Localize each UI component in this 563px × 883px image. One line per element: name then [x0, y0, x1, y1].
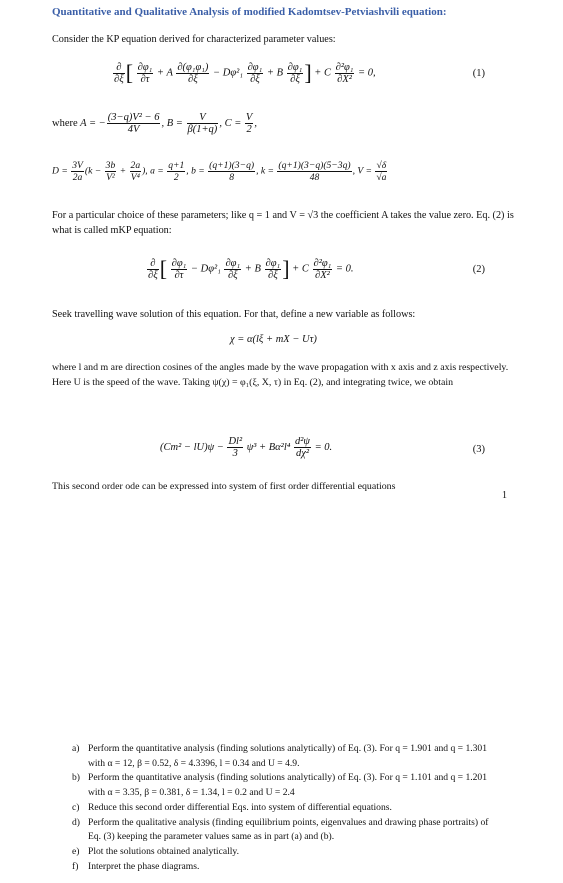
task-item — [72, 801, 500, 816]
task-label: e) — [72, 845, 80, 857]
equation-2: $\frac{\partial}{\partial\xi}$ [ $\frac{\text{∂φ₁}}{\partial\tau}$ − Dφ²₁ $\frac{\text{∂φ₁}}{\partial\xi}$ + B $\frac{\text{∂φ₁}}{\partial\xi}$ ] + C $\frac{\text{∂²φ₁}}{\text{∂X²}}$ = 0. — [148, 256, 354, 281]
page-number: 1 — [502, 490, 507, 501]
task-list — [72, 742, 500, 874]
task-label: c) — [72, 801, 80, 813]
equation-1-number: (1) — [472, 68, 485, 79]
task-text: Perform the qualitative analysis (finding equilibrium points, eigenvalues and drawing phase portraits) of Eq. (3) keeping the parameter values same as in part (a) and (b). — [88, 816, 489, 843]
task-label: f) — [72, 860, 79, 872]
direction-cosines-paragraph: where l and m are direction cosines of the angles made by the wave propagation with x axis and z axis respectively. Here U is the speed of the wave. Taking ψ(χ) = φ₁(ξ, X, τ) in Eq. (2), and integrating twice, we obtain — [52, 362, 509, 388]
task-text: Perform the quantitative analysis (finding solutions analytically) of Eq. (3). For q = 1.901 and q = 1.301 with α = 12, β = 0.52, δ = 4.3396, l = 0.34 and U = 4.9. — [88, 743, 488, 769]
task-item — [72, 742, 500, 771]
task-item — [72, 860, 500, 875]
task-label: a) — [72, 743, 80, 754]
task-text: Perform the quantitative analysis (finding solutions analytically) of Eq. (3). For q = 1.101 and q = 1.201 with α = 3.35, β = 0.381, δ = 1.34, l = 0.2 and U = 2.4 — [88, 772, 488, 799]
mkp-paragraph: For a particular choice of these parameters; like q = 1 and V = √3 the coefficient A takes the value zero. Eq. (2) is what is called mKP equation: — [52, 210, 514, 236]
task-item — [72, 816, 500, 845]
task-text: Plot the solutions obtained analytically. — [88, 845, 239, 857]
intro-paragraph: Consider the KP equation derived for characterized parameter values: — [52, 34, 336, 45]
equation-3: (Cm² − lU)ψ − $\frac{\text{Dl²}}{3}$ ψ³ + Bα²l⁴ $\frac{\text{d²ψ}}{\text{dχ²}}$ = 0. — [160, 436, 333, 459]
task-label: d) — [72, 816, 80, 828]
parameter-definitions-abc: where A = − $\frac{\text{(3−q)V² − 6}}{4V}$ , B = $\frac{V}{\beta(1+q)}$ , C = $\frac{V}{2}$ , — [52, 112, 257, 135]
task-text: Interpret the phase diagrams. — [88, 860, 200, 872]
equation-2-number: (2) — [472, 264, 485, 275]
equation-3-number: (3) — [472, 444, 485, 455]
document-title: Quantitative and Qualitative Analysis of modified Kadomtsev-Petviashvili equation: — [52, 6, 447, 18]
travelling-wave-paragraph: Seek travelling wave solution of this equation. For that, define a new variable as follows: — [52, 309, 416, 320]
task-label: b) — [72, 772, 80, 784]
variable-definition: χ = α(lξ + mX − Uτ) — [230, 334, 317, 345]
where-label: where — [52, 117, 78, 129]
second-order-paragraph: This second order ode can be expressed into system of first order differential equations — [52, 481, 396, 492]
parameter-definitions-d: D = $\frac{3V}{2a}$ (k − $\frac{3b}{\text{V²}}$ + $\frac{2a}{\text{V⁴}}$ ), a = $\frac{q+1}{2}$ , b = $\frac{(q+1)(3-q)}{8}$ , k = $\frac{(q+1)(3-q)(5-3q)}{48}$ , V = $\frac{√\delta}{√a}$ — [52, 160, 387, 183]
task-item — [72, 845, 500, 860]
task-item — [72, 771, 500, 800]
equation-1: $\frac{\partial}{\partial\xi}$ [ $\frac{\text{∂φ₁}}{\partial\tau}$ + A $\frac{\text{∂(φ₁φ₁)}}{\partial\xi}$ − Dφ²₁ $\frac{\text{∂φ₁}}{\partial\xi}$ + B $\frac{\text{∂φ₁}}{\partial\xi}$ ] + C $\frac{\text{∂²φ₁}}{\text{∂X²}}$ = 0, — [114, 60, 376, 85]
task-text: Reduce this second order differential Eqs. into system of differential equations. — [88, 801, 392, 813]
